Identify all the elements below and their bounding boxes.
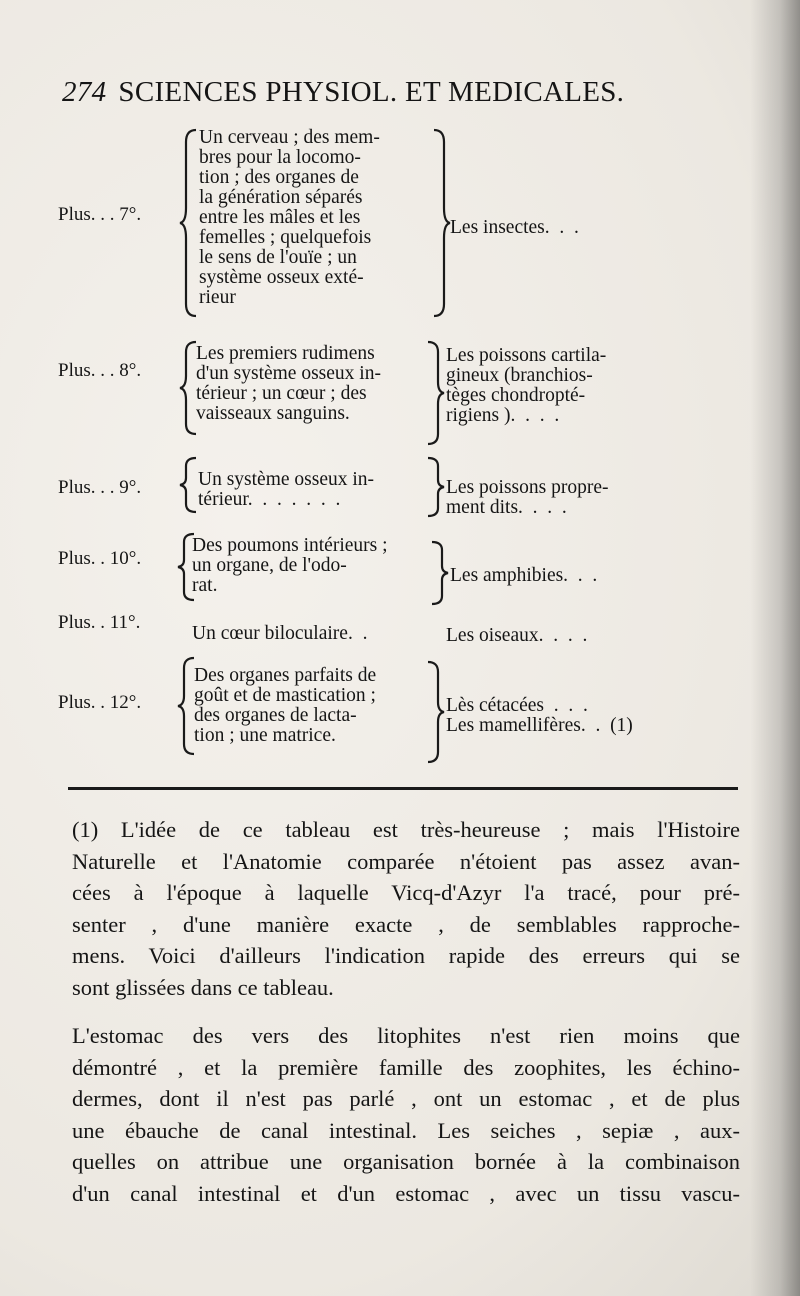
row-7-result: Les insectes. . .	[450, 217, 579, 238]
body-line: démontré , et la première famille des zoophites, les échino-	[72, 1054, 740, 1080]
page-number: 274	[62, 76, 107, 108]
row-12-result: Lès cétacées . . . Les mamellifères. . (1)	[446, 695, 633, 736]
footnote-line: cées à l'époque à laquelle Vicq-d'Azyr l'a tracé, pour pré-	[72, 880, 740, 905]
row-11-result: Les oiseaux. . . .	[446, 625, 588, 646]
body-line: L'estomac des vers des litophites n'est rien moins que	[72, 1023, 740, 1048]
row-9-right-brace	[424, 456, 446, 518]
row-9-description: Un système osseux in- térieur. . . . . . .	[198, 469, 375, 510]
footnote-line: mens. Voici d'ailleurs l'indication rapide des erreurs qui se	[72, 943, 740, 968]
body-line: dermes, dont il n'est pas parlé , ont un estomac , et de plus	[72, 1086, 740, 1111]
row-8-description: Les premiers rudimens d'un système osseux in- térieur ; un cœur ; des vaisseaux sanguins.	[196, 343, 381, 424]
row-11-label: Plus. . 11°.	[58, 612, 141, 633]
row-12-label: Plus. . 12°.	[58, 692, 142, 713]
page-gutter-shadow	[750, 0, 800, 1296]
row-9-left-brace	[178, 456, 200, 514]
footnote-line: Naturelle et l'Anatomie comparée n'étoient pas assez avan-	[72, 848, 740, 874]
footnote-line: (1) L'idée de ce tableau est très-heureuse ; mais l'Histoire	[72, 817, 740, 842]
row-11-description: Un cœur biloculaire. .	[192, 623, 368, 644]
row-7-left-brace	[178, 128, 200, 318]
row-8-label: Plus. . . 8°.	[58, 360, 142, 381]
body-line: une ébauche de canal intestinal. Les seiches , sepiæ , aux-	[72, 1117, 740, 1143]
row-12-right-brace	[424, 660, 446, 764]
row-10-result: Les amphibies. . .	[450, 565, 598, 586]
row-10-description: Des poumons intérieurs ; un organe, de l'odo- rat.	[192, 535, 388, 596]
footnote-rule	[68, 787, 738, 790]
row-9-label: Plus. . . 9°.	[58, 477, 142, 498]
footnote-line: senter , d'une manière exacte , de semblables rapproche-	[72, 911, 740, 937]
row-12-description: Des organes parfaits de goût et de mastication ; des organes de lacta- tion ; une matrice.	[194, 665, 377, 746]
footnote-line: sont glissées dans ce tableau.	[72, 974, 334, 1000]
row-10-label: Plus. . 10°.	[58, 548, 142, 569]
row-8-result: Les poissons cartila- gineux (branchios- tèges chondropté- rigiens ). . . .	[446, 345, 607, 426]
running-header	[62, 76, 682, 109]
row-9-result: Les poissons propre- ment dits. . . .	[446, 477, 609, 518]
body-paragraph	[72, 1020, 740, 1209]
body-line: quelles on attribue une organisation bornée à la combinaison	[72, 1149, 740, 1174]
body-line: d'un canal intestinal et d'un estomac , avec un tissu vascu-	[72, 1180, 740, 1206]
row-7-label: Plus. . . 7°.	[58, 204, 142, 225]
row-10-right-brace	[428, 540, 450, 606]
row-7-description: Un cerveau ; des mem- bres pour la locomo- tion ; des organes de la génération séparés entre les mâles et les femelles ; quelquefois le sens de l'ouïe ; un système osseux exté- rieur	[199, 127, 380, 308]
footnote	[72, 814, 740, 1003]
running-title: SCIENCES PHYSIOL. ET MEDICALES.	[118, 76, 625, 108]
row-7-right-brace	[430, 128, 452, 318]
row-8-right-brace	[424, 340, 446, 446]
